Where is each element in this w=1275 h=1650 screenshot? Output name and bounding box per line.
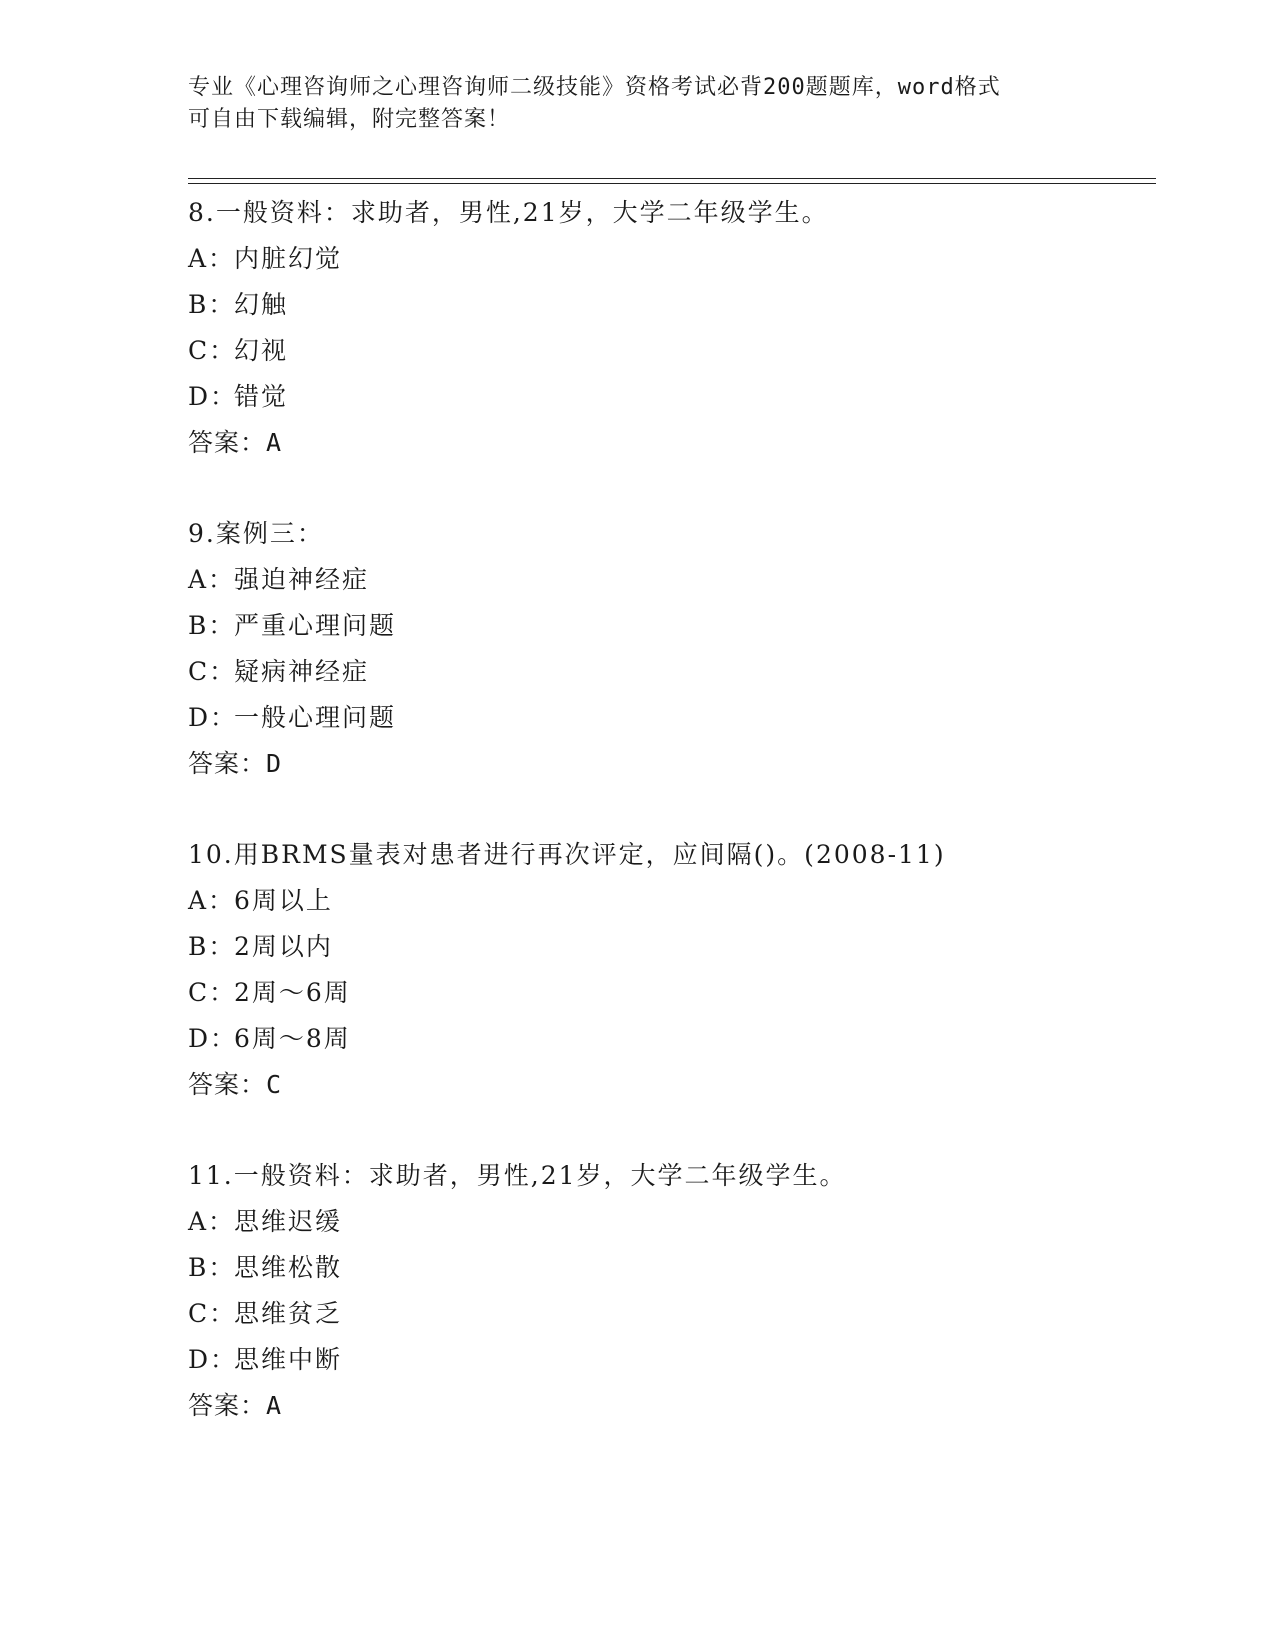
answer-line: 答案：C	[188, 1070, 283, 1099]
question-stem: 10.用BRMS量表对患者进行再次评定，应间隔()。(2008-11)	[188, 840, 946, 869]
option-d	[188, 1016, 1156, 1062]
question-list	[188, 190, 1156, 1429]
document-header	[188, 72, 1088, 136]
option-key: A：	[188, 565, 236, 594]
option-key: A：	[188, 1207, 236, 1236]
option-text: 思维贫乏	[234, 1299, 343, 1328]
option-text: 错觉	[234, 382, 289, 411]
option-text: 6周以上	[234, 886, 333, 915]
header-line-1: 专业《心理咨询师之心理咨询师二级技能》资格考试必背200题题库，word格式	[188, 75, 1001, 100]
option-a	[188, 1199, 1156, 1245]
option-key: C：	[188, 978, 237, 1007]
option-a	[188, 557, 1156, 603]
answer-line: 答案：A	[188, 428, 283, 457]
option-b	[188, 603, 1156, 649]
option-d	[188, 374, 1156, 420]
option-text: 幻触	[234, 290, 289, 319]
option-key: D：	[188, 703, 238, 732]
question-10	[188, 832, 1156, 1108]
option-c	[188, 649, 1156, 695]
option-b	[188, 924, 1156, 970]
question-9	[188, 511, 1156, 787]
header-line-2: 可自由下载编辑，附完整答案！	[188, 107, 511, 132]
header-divider-top	[188, 178, 1156, 179]
question-stem: 8.一般资料：求助者，男性,21岁，大学二年级学生。	[188, 198, 829, 227]
answer-line: 答案：A	[188, 1391, 283, 1420]
option-text: 强迫神经症	[234, 565, 370, 594]
option-key: B：	[188, 932, 236, 961]
option-text: 2周～6周	[234, 978, 351, 1007]
option-key: C：	[188, 1299, 237, 1328]
option-b	[188, 1245, 1156, 1291]
option-text: 2周以内	[234, 932, 333, 961]
question-8	[188, 190, 1156, 466]
option-key: D：	[188, 1024, 238, 1053]
option-c	[188, 970, 1156, 1016]
option-c	[188, 1291, 1156, 1337]
question-stem: 9.案例三：	[188, 519, 324, 548]
option-c	[188, 328, 1156, 374]
option-key: C：	[188, 657, 237, 686]
option-d	[188, 695, 1156, 741]
option-key: C：	[188, 336, 237, 365]
option-text: 6周～8周	[234, 1024, 351, 1053]
option-key: B：	[188, 290, 236, 319]
option-key: B：	[188, 1253, 236, 1282]
option-b	[188, 282, 1156, 328]
option-key: D：	[188, 1345, 238, 1374]
option-text: 严重心理问题	[234, 611, 397, 640]
option-a	[188, 878, 1156, 924]
option-key: A：	[188, 886, 236, 915]
option-a	[188, 236, 1156, 282]
option-d	[188, 1337, 1156, 1383]
option-text: 思维迟缓	[234, 1207, 343, 1236]
option-key: B：	[188, 611, 236, 640]
question-stem: 11.一般资料：求助者，男性,21岁，大学二年级学生。	[188, 1161, 847, 1190]
option-text: 疑病神经症	[234, 657, 370, 686]
option-key: A：	[188, 244, 236, 273]
question-11	[188, 1153, 1156, 1429]
option-text: 内脏幻觉	[234, 244, 343, 273]
option-key: D：	[188, 382, 238, 411]
option-text: 思维中断	[234, 1345, 343, 1374]
option-text: 思维松散	[234, 1253, 343, 1282]
option-text: 幻视	[234, 336, 289, 365]
header-divider-bottom	[188, 183, 1156, 184]
answer-line: 答案：D	[188, 749, 283, 778]
option-text: 一般心理问题	[234, 703, 397, 732]
